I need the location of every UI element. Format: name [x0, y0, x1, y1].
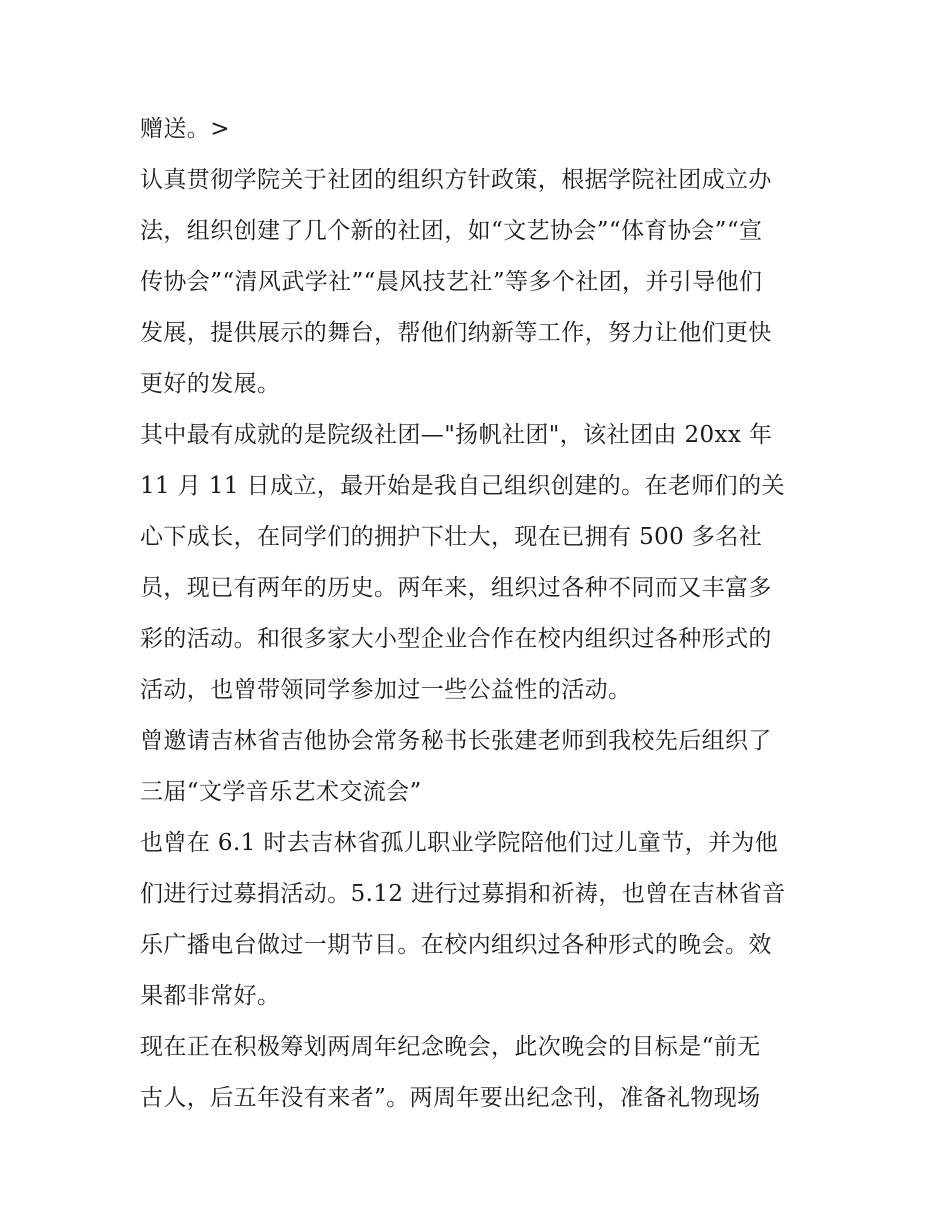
text-line: 现在正在积极筹划两周年纪念晚会，此次晚会的目标是“前无: [140, 1034, 761, 1060]
text-line: 传协会”“清风武学社”“晨风技艺社”等多个社团，并引导他们: [140, 269, 763, 295]
text-line: 曾邀请吉林省吉他协会常务秘书长张建老师到我校先后组织了: [140, 728, 772, 754]
text-line: 三届“文学音乐艺术交流会”: [140, 779, 422, 805]
text-line: 认真贯彻学院关于社团的组织方针政策，根据学院社团成立办: [140, 167, 772, 193]
text-line: 古人，后五年没有来者”。两周年要出纪念刊，准备礼物现场: [140, 1085, 761, 1111]
text-line: 更好的发展。: [140, 371, 281, 397]
text-line: 心下成长，在同学们的拥护下壮大，现在已拥有 500 多名社: [140, 524, 763, 550]
text-line: 活动，也曾带领同学参加过一些公益性的活动。: [140, 677, 632, 703]
text-line: 果都非常好。: [140, 983, 281, 1009]
text-line: 其中最有成就的是院级社团—"扬帆社团"，该社团由 20xx 年: [140, 422, 773, 448]
text-line: 们进行过募捐活动。5.12 进行过募捐和祈祷，也曾在吉林省音: [140, 881, 786, 907]
text-line: 彩的活动。和很多家大小型企业合作在校内组织过各种形式的: [140, 626, 772, 652]
text-line: 乐广播电台做过一期节目。在校内组织过各种形式的晚会。效: [140, 932, 772, 958]
text-line: 也曾在 6.1 时去吉林省孤儿职业学院陪他们过儿童节，并为他: [140, 830, 779, 856]
text-line: 发展，提供展示的舞台，帮他们纳新等工作，努力让他们更快: [140, 320, 772, 346]
text-line: 赠送。>: [140, 116, 230, 142]
text-line: 法，组织创建了几个新的社团，如“文艺协会”“体育协会”“宣: [140, 218, 763, 244]
text-line: 员，现已有两年的历史。两年来，组织过各种不同而又丰富多: [140, 575, 772, 601]
text-line: 11 月 11 日成立，最开始是我自己组织创建的。在老师们的关: [140, 473, 785, 499]
